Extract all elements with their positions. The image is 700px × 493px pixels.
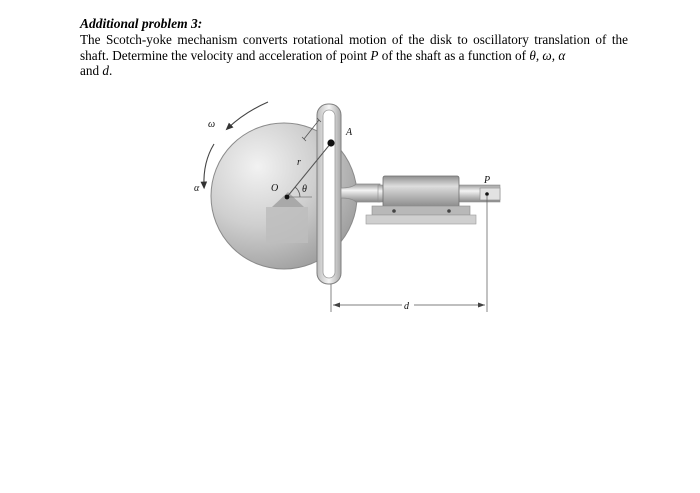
distance-label: d [404,301,409,312]
radius-label: r [297,157,301,168]
problem-text-part1: The Scotch-yoke mechanism converts rotational motion of the disk to oscillatory translation of the shaft. Determine the velocity and acceleration of point [80,32,628,63]
bolt-left [392,209,396,213]
omega-label: ω [208,119,216,130]
point-symbol: P [370,47,379,63]
problem-text-part3: and [80,63,103,79]
point-p-marker [485,192,489,196]
pin-label: A [346,127,353,138]
point-p-label: P [484,175,491,186]
distance-symbol: d [102,63,109,79]
problem-text-end: . [108,63,113,79]
bearing-base [372,206,470,215]
problem-text-part2: of the shaft as a function of [378,47,530,63]
pivot-base [266,207,308,243]
yoke-slot-inner [323,110,335,278]
bolt-right [447,209,451,213]
omega-arrow [228,102,268,128]
d-arrow-left [333,303,340,308]
bearing-block [383,176,459,210]
pin-a [327,139,334,146]
theta-label: θ [302,184,307,195]
problem-title: Additional problem 3: [80,16,203,31]
ground-support [366,215,476,224]
alpha-label: α [194,183,200,194]
d-arrow-right [478,303,485,308]
origin-point [285,195,290,200]
variables: θ, ω, α [529,47,566,63]
origin-label: O [271,183,279,194]
shaft-end [480,188,500,200]
